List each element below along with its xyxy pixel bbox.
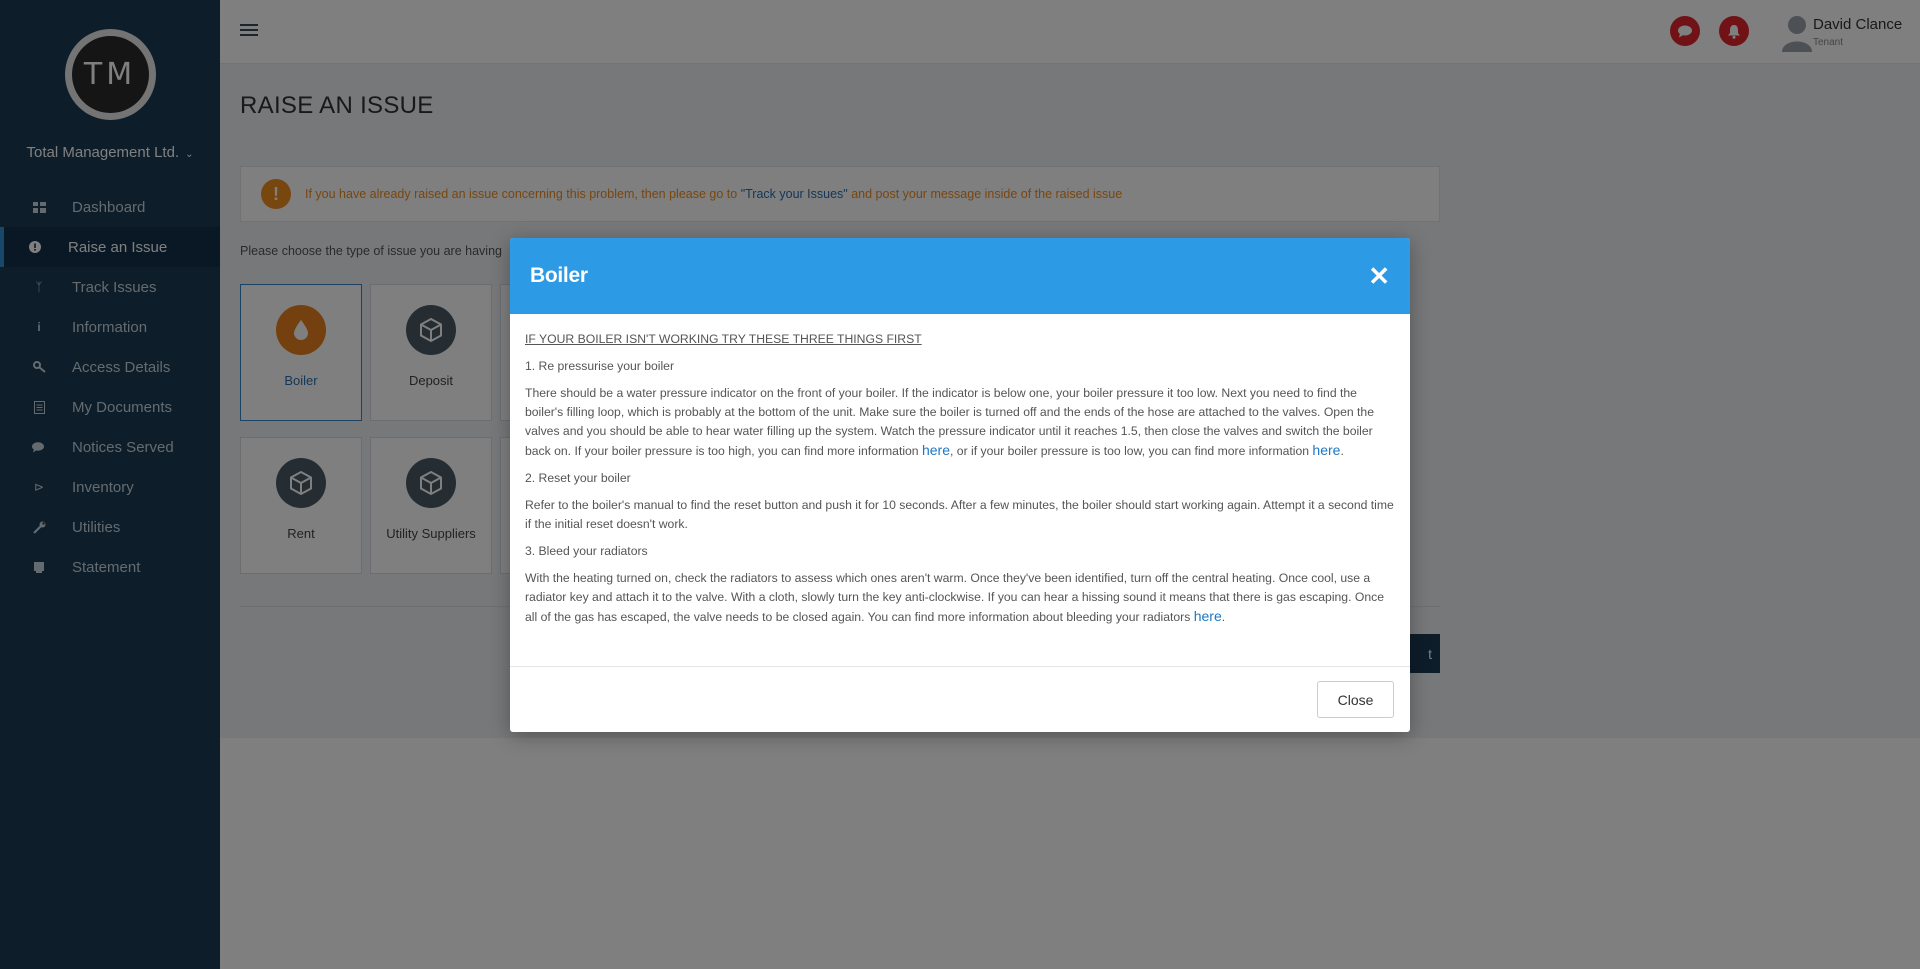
- step1-text-a: There should be a water pressure indicator on the front of your boiler. If the indicator is below one, your boiler pressure it too low. Next you need to find the boiler's filling loop, which is probably at the bottom of the unit. Make sure the boiler is turned off and the ends of the hose are attached to the valves. Open the valves and you should be able to hear water filling up the system. Watch the pressure indicator until it reaches 1.5, then close the valves and switch the boiler back on. If your boiler pressure is too high, you can find more information: [525, 386, 1374, 458]
- step3-text-end: .: [1221, 610, 1226, 624]
- step1-text-b: , or if your boiler pressure is too low, you can find more information: [950, 444, 1313, 458]
- step1-text-c: .: [1340, 444, 1344, 458]
- modal-title: Boiler: [530, 264, 588, 287]
- step3-text: [525, 569, 1395, 627]
- step2-text: Refer to the boiler's manual to find the reset button and push it for 10 seconds. After a few minutes, the boiler should start working again. Attempt it a second time if the initial reset doesn't work.: [525, 498, 1394, 531]
- step3-text-body: With the heating turned on, check the radiators to assess which ones aren't warm. Once they've been identified, turn off the central heating. Once cool, use a radiator key and attach it to the valve. With a cloth, slowly turn the key anti-clockwise. If you can hear a hissing sound it means that there is gas escaping. Once all of the gas has escaped, the valve needs to be closed again. You can find more information about bleeding your radiators: [525, 571, 1384, 624]
- modal-header: [510, 238, 1410, 314]
- close-icon[interactable]: ✕: [1368, 261, 1390, 291]
- boiler-modal: [510, 238, 1410, 732]
- modal-body: [510, 314, 1410, 666]
- bleeding-radiators-link[interactable]: here: [1193, 608, 1222, 624]
- step1-title: 1. Re pressurise your boiler: [525, 359, 675, 373]
- high-pressure-info-link[interactable]: here: [921, 442, 951, 458]
- step3-title: 3. Bleed your radiators: [525, 544, 648, 558]
- modal-footer: [510, 666, 1410, 732]
- modal-heading: IF YOUR BOILER ISN'T WORKING TRY THESE THREE THINGS FIRST: [525, 332, 922, 346]
- close-button[interactable]: Close: [1317, 681, 1394, 718]
- low-pressure-info-link[interactable]: here: [1312, 442, 1341, 458]
- step2-title: 2. Reset your boiler: [525, 471, 631, 485]
- step1-text: [525, 384, 1395, 461]
